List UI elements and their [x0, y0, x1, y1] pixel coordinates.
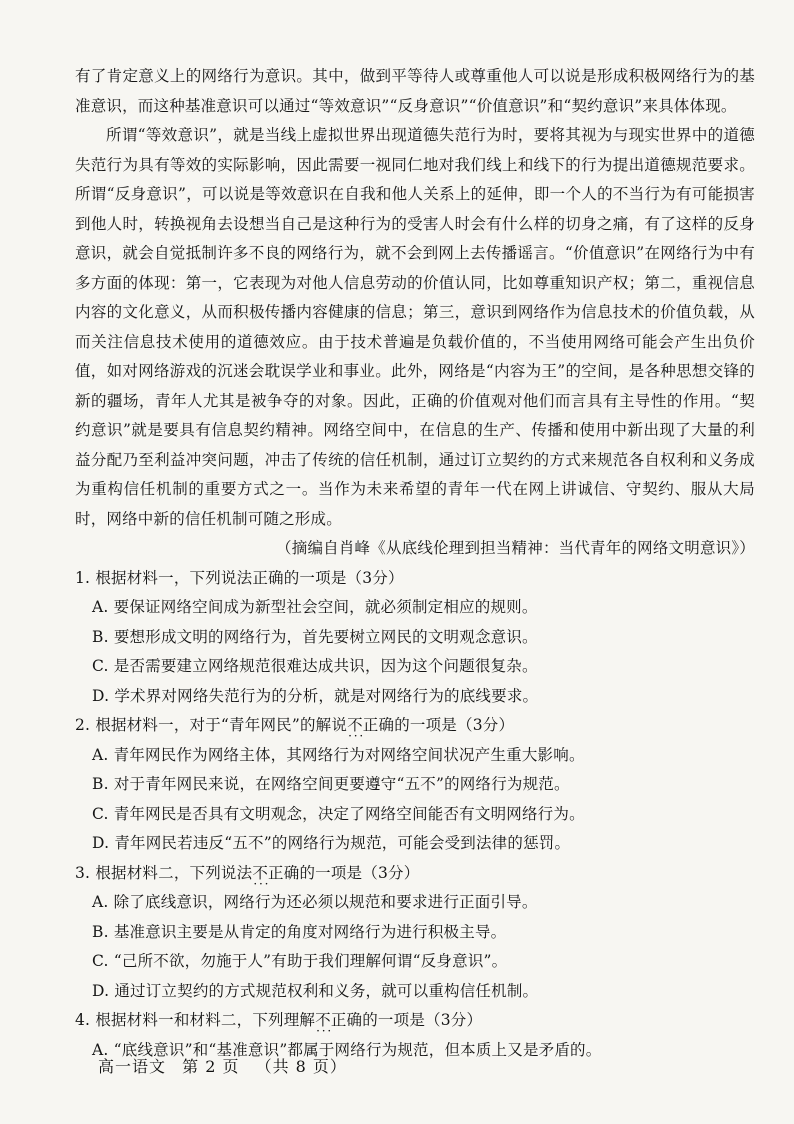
- footer-total-pages: （共 8 页）: [255, 1057, 347, 1076]
- question-stem: [75, 859, 755, 889]
- question-3: [75, 859, 755, 1007]
- option-c: C. 是否需要建立网络规范很难达成共识，因为这个问题很复杂。: [92, 657, 538, 675]
- footer-page-number: 第 2 页: [182, 1057, 240, 1076]
- question-stem-text: 2. 根据材料一，对于“青年网民”的解说: [75, 716, 348, 734]
- emphasized-negation: 不正确 · · ·: [315, 1006, 362, 1036]
- material-paragraph-2: 所谓“等效意识”，就是当线上虚拟世界出现道德失范行为时，要将其视为与现实世界中的道德失范行为具有等效的实际影响，因此需要一视同仁地对我们线上和线下的行为提出道德规范要求。所谓“反身意识”，可以说是等效意识在自我和他人关系上的延伸，即一个人的不当行为有可能损害到他人时，转换视角去设想当自己是这种行为的受害人时会有什么样的切身之痛，有了这样的反身意识，就会自觉抵制许多不良的网络行为，就不会到网上去传播谣言。“价值意识”在网络行为中有多方面的体现：第一，它表现为对他人信息劳动的价值认同，比如尊重知识产权；第二，重视信息内容的文化意义，从而积极传播内容健康的信息；第三，意识到网络作为信息技术的价值负载，从而关注信息技术使用的道德效应。由于技术普遍是负载价值的，不当使用网络可能会产生出负价值，如对网络游戏的沉迷会耽误学业和事业。此外，网络是“内容为王”的空间，是各种思想交锋的新的疆场，青年人尤其是被争夺的对象。因此，正确的价值观对他们而言具有主导性的作用。“契约意识”就是要具有信息契约精神。网络空间中，在信息的生产、传播和使用中新出现了大量的利益分配乃至利益冲突问题，冲击了传统的信任机制，通过订立契约的方式来规范各自权利和义务成为重构信任机制的重要方式之一。当作为未来希望的青年一代在网上讲诚信、守契约、服从大局时，网络中新的信任机制可随之形成。: [75, 126, 755, 528]
- option-a: A. 要保证网络空间成为新型社会空间，就必须制定相应的规则。: [92, 598, 538, 616]
- material-source: （摘编自肖峰《从底线伦理到担当精神：当代青年的网络文明意识》）: [276, 539, 755, 557]
- option-b: B. 基准意识主要是从肯定的角度对网络行为进行积极主导。: [92, 922, 507, 941]
- option-a: A. 青年网民作为网络主体，其网络行为对网络空间状况产生重大影响。: [92, 745, 585, 764]
- question-stem-text: 3. 根据材料二，下列说法: [75, 863, 253, 882]
- page-footer: [98, 1054, 357, 1077]
- question-stem-tail: 的一项是（3分）: [362, 1011, 483, 1029]
- footer-subject: 高一语文: [98, 1057, 167, 1076]
- question-stem: [75, 711, 755, 741]
- option-d: D. 青年网民若违反“五不”的网络行为规范，可能会受到法律的惩罚。: [92, 834, 571, 852]
- option-b: B. 对于青年网民来说，在网络空间更要遵守“五不”的网络行为规范。: [92, 775, 570, 793]
- question-stem: [75, 564, 755, 594]
- question-2: [75, 711, 755, 859]
- option-a: A. “底线意识”和“基准意识”都属于网络行为规范，但本质上又是矛盾的。: [92, 1040, 602, 1059]
- question-stem-text: 4. 根据材料一和材料二，下列理解: [75, 1011, 316, 1029]
- emphasized-negation: 不正确 · · ·: [252, 859, 299, 889]
- question-stem-tail: 的一项是（3分）: [299, 863, 420, 882]
- question-stem-text: 1. 根据材料一，下列说法正确的一项是（3分）: [75, 568, 404, 587]
- material-paragraph-1: 有了肯定意义上的网络行为意识。其中，做到平等待人或尊重他人可以说是形成积极网络行为的基准意识，而这种基准意识可以通过“等效意识”“反身意识”“价值意识”和“契约意识”来具体体现。: [75, 67, 755, 115]
- option-a: A. 除了底线意识，网络行为还必须以规范和要求进行正面引导。: [92, 893, 538, 911]
- option-b: B. 要想形成文明的网络行为，首先要树立网民的文明观念意识。: [92, 627, 538, 646]
- option-d: D. 通过订立契约的方式规范权利和义务，就可以重构信任机制。: [92, 981, 539, 1000]
- option-d: D. 学术界对网络失范行为的分析，就是对网络行为的底线要求。: [92, 686, 539, 705]
- page-content: [75, 62, 755, 1065]
- option-c: C. 青年网民是否具有文明观念，决定了网络空间能否有文明网络行为。: [92, 804, 585, 823]
- question-stem: [75, 1006, 755, 1036]
- emphasized-negation: 不正确 · · ·: [347, 711, 394, 741]
- option-c: C. “己所不欲，勿施于人”有助于我们理解何谓“反身意识”。: [92, 952, 508, 970]
- question-stem-tail: 的一项是（3分）: [394, 716, 515, 734]
- question-1: [75, 564, 755, 712]
